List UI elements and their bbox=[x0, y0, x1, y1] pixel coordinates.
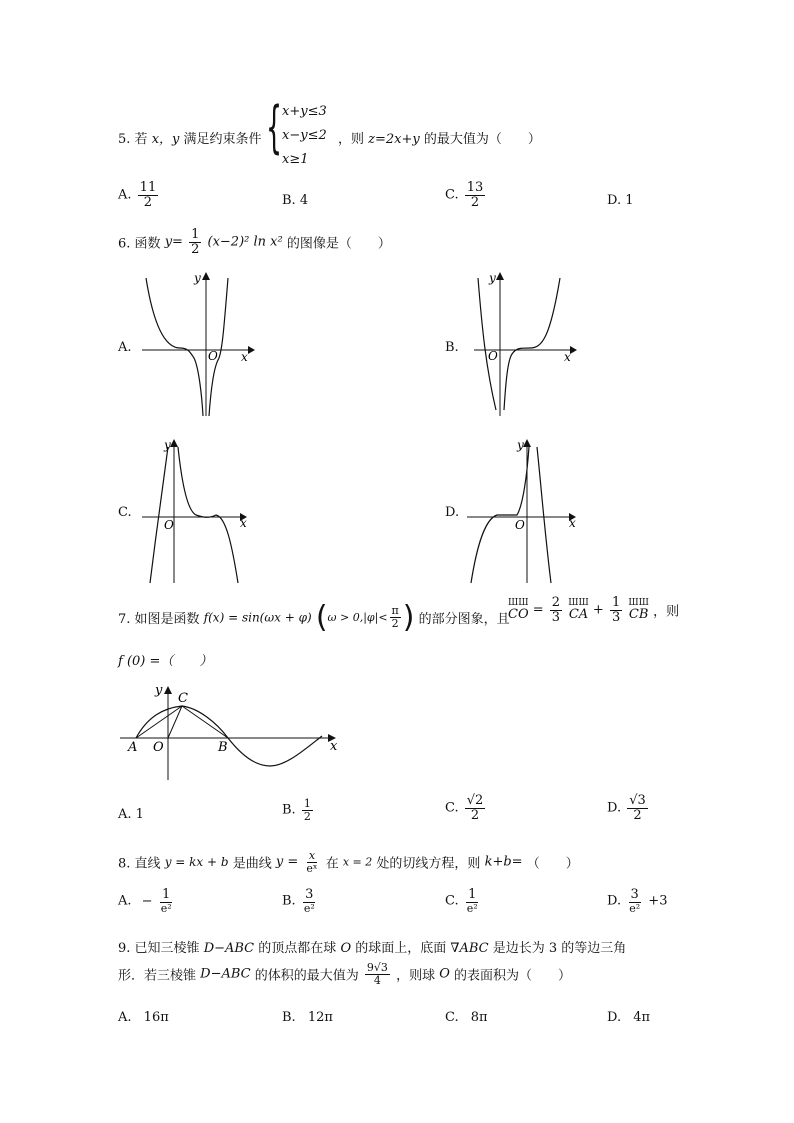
q8-stem-pre: 8. 直线 bbox=[118, 856, 161, 872]
q6-option-c[interactable]: C. bbox=[118, 505, 132, 520]
q6-b-curve-left bbox=[478, 278, 496, 410]
q9-option-d-val: 4π bbox=[633, 1010, 651, 1025]
q6-d-y-label: y bbox=[517, 438, 524, 452]
q6-d-y-arrow bbox=[523, 439, 531, 447]
q7-segment-cb bbox=[182, 706, 228, 738]
q7-paren-open: ( bbox=[315, 600, 328, 635]
q7-option-b-frac bbox=[302, 798, 313, 822]
q9-line2-end: 的表面积为（ ） bbox=[454, 968, 572, 984]
q7-line2: f (0) =（ ） bbox=[118, 654, 213, 669]
q8-b-num: 3 bbox=[305, 887, 314, 902]
q8-stem-mid3: 处的切线方程，则 bbox=[376, 856, 481, 872]
q8-option-d[interactable] bbox=[607, 888, 667, 914]
q5-a-den: 2 bbox=[143, 194, 153, 210]
q9-option-c-label: C. bbox=[445, 1010, 459, 1025]
q7-vector-equation bbox=[508, 596, 679, 624]
q7-vec-co-wrap bbox=[508, 599, 529, 621]
q9-option-c-val: 8π bbox=[470, 1010, 488, 1025]
q9-line2-mid2: ，则球 bbox=[396, 968, 436, 984]
q9-option-b-val: 12π bbox=[307, 1010, 333, 1025]
q8-point: x = 2 bbox=[342, 855, 373, 869]
q7-option-a[interactable]: A. 1 bbox=[118, 807, 144, 822]
q7-option-b[interactable] bbox=[282, 798, 315, 822]
q8-curve-num: x bbox=[308, 849, 316, 862]
q7-stem bbox=[118, 600, 510, 635]
q9-line1-end: 是边长为 3 的等边三角 bbox=[492, 941, 627, 956]
q7-b-num: 1 bbox=[303, 797, 311, 810]
q9-vol-frac bbox=[365, 962, 390, 986]
q8-stem-mid2: 在 bbox=[325, 856, 339, 872]
q9-option-a-label: A. bbox=[118, 1010, 132, 1025]
q6-b-curve-right bbox=[504, 278, 560, 410]
q8-a-num: 1 bbox=[162, 887, 171, 902]
q6-a-curve-right bbox=[209, 278, 228, 416]
q6-d-curve-left bbox=[471, 447, 529, 583]
q5-a-num: 11 bbox=[139, 180, 157, 195]
q8-option-b[interactable] bbox=[282, 888, 319, 914]
q7-b-den: 2 bbox=[303, 809, 311, 823]
q8-option-c-frac bbox=[465, 888, 480, 914]
q8-option-a-label: A. bbox=[118, 893, 132, 909]
q7-stem-end: ，则 bbox=[653, 604, 680, 620]
q5-constraint-3: x≥1 bbox=[282, 152, 309, 167]
q6-func-num: 1 bbox=[191, 227, 200, 242]
q8-line: y = kx + b bbox=[164, 855, 229, 870]
q7-option-d-label: D. bbox=[607, 800, 622, 816]
q5-option-a-label: A. bbox=[118, 187, 132, 203]
q7-stem-pre: 7. 如图是函数 bbox=[118, 612, 200, 627]
q5-option-a[interactable] bbox=[118, 181, 160, 209]
q7-label-c: C bbox=[178, 691, 188, 706]
q8-option-d-frac bbox=[627, 888, 642, 914]
q6-stem-post: 的图像是（ ） bbox=[286, 236, 391, 252]
q7-vec-ca-arrow: ШШ bbox=[568, 598, 589, 609]
q7-label-x: x bbox=[330, 739, 338, 754]
q7-k2-frac bbox=[610, 596, 622, 624]
q8-d-den: e² bbox=[629, 901, 641, 915]
q7-k1-num: 2 bbox=[551, 595, 561, 610]
q7-plus: + bbox=[592, 602, 604, 618]
q5-option-b[interactable]: B. 4 bbox=[282, 193, 309, 208]
q5-option-c-frac bbox=[465, 181, 486, 209]
q9-line1-mid: 的顶点都在球 bbox=[258, 941, 337, 956]
q9-tet2: D−ABC bbox=[200, 966, 251, 982]
q8-option-b-label: B. bbox=[282, 893, 296, 909]
q7-k2-num: 1 bbox=[611, 595, 621, 610]
q9-vol-num: 9√3 bbox=[366, 961, 388, 974]
q7-vec-ca-wrap bbox=[568, 599, 589, 621]
q8-stem-mid1: 是曲线 bbox=[232, 856, 272, 872]
q7-paren-close: ) bbox=[402, 600, 415, 635]
q9-option-b[interactable] bbox=[282, 1010, 333, 1025]
q6-func-den: 2 bbox=[191, 241, 200, 257]
q6-c-x-label: x bbox=[240, 516, 247, 530]
q5-stem-pre: 5. 若 bbox=[118, 132, 148, 147]
q6-func-lhs: y= bbox=[164, 234, 183, 250]
q8-a-den: e² bbox=[160, 901, 172, 915]
q5-stem-mid: 满足约束条件 bbox=[183, 132, 262, 147]
q6-c-origin: O bbox=[164, 518, 174, 532]
q7-option-c-frac bbox=[465, 794, 486, 822]
q7-option-d-frac bbox=[627, 794, 648, 822]
q6-graph-a bbox=[140, 268, 260, 418]
q7-func: f(x) = sin(ωx + φ) bbox=[203, 610, 312, 625]
q8-option-d-tail: +3 bbox=[648, 893, 668, 909]
q6-c-curve-right bbox=[178, 447, 238, 583]
q7-vec-co-arrow: ШШ bbox=[508, 598, 529, 609]
q7-vec-cb-wrap bbox=[628, 599, 649, 621]
q6-stem bbox=[118, 228, 391, 256]
q6-c-curve-left bbox=[150, 447, 168, 583]
q7-sine-curve bbox=[136, 706, 322, 766]
q5-constraint-1: x+y≤3 bbox=[282, 104, 327, 119]
q7-label-o: O bbox=[153, 740, 164, 755]
q8-curve-lhs: y = bbox=[275, 854, 299, 870]
q7-d-num: √3 bbox=[629, 793, 646, 808]
q6-c-y-arrow bbox=[170, 439, 178, 447]
q7-graph bbox=[118, 680, 348, 785]
q9-vol-den: 4 bbox=[373, 973, 381, 987]
q5-vars: x，y bbox=[151, 132, 180, 147]
q5-stem-tail bbox=[338, 128, 541, 147]
q7-option-d[interactable] bbox=[607, 794, 650, 822]
q9-line2-mid: 的体积的最大值为 bbox=[254, 968, 359, 984]
q9-ball1: O bbox=[340, 941, 352, 956]
q7-c-den: 2 bbox=[470, 807, 480, 823]
q5-option-c[interactable] bbox=[445, 181, 487, 209]
q6-c-y-label: y bbox=[164, 438, 171, 452]
q6-option-d[interactable]: D. bbox=[445, 505, 460, 520]
q8-curve-frac bbox=[304, 850, 319, 874]
q6-graph-d bbox=[465, 435, 585, 585]
q9-line1 bbox=[118, 937, 626, 956]
q5-c-den: 2 bbox=[470, 194, 480, 210]
q5-stem-post2: 的最大值为（ ） bbox=[423, 132, 541, 147]
q5-option-d[interactable]: D. 1 bbox=[607, 193, 634, 208]
q9-line2-pre: 形．若三棱锥 bbox=[118, 968, 197, 984]
q6-func-rest: (x−2)² ln x² bbox=[207, 234, 283, 250]
q5-stem bbox=[118, 128, 262, 147]
q9-ball2: O bbox=[439, 966, 450, 982]
q9-option-b-label: B. bbox=[282, 1010, 296, 1025]
q7-option-c[interactable] bbox=[445, 794, 487, 822]
q7-vec-co: CO bbox=[508, 607, 529, 623]
q6-a-y-arrow bbox=[202, 272, 210, 280]
q8-ask: k+b= bbox=[484, 854, 523, 870]
q8-option-c-label: C. bbox=[445, 893, 459, 909]
q8-option-d-label: D. bbox=[607, 893, 622, 909]
q8-c-num: 1 bbox=[468, 887, 477, 902]
q6-option-b[interactable]: B. bbox=[445, 340, 459, 355]
q9-option-a-val: 16π bbox=[143, 1010, 169, 1025]
q7-k1-den: 3 bbox=[551, 609, 561, 625]
q8-stem-end: （ ） bbox=[526, 856, 579, 872]
q6-a-x-label: x bbox=[241, 350, 248, 364]
q9-option-c[interactable] bbox=[445, 1010, 488, 1025]
q6-graph-b bbox=[472, 268, 592, 418]
q8-option-c[interactable] bbox=[445, 888, 482, 914]
q5-brace: { bbox=[266, 95, 283, 160]
q7-cond: ω > 0,|φ|< bbox=[327, 611, 388, 624]
q6-b-y-label: y bbox=[489, 271, 496, 285]
q6-a-x-arrow bbox=[248, 346, 255, 354]
q7-cond-den: 2 bbox=[391, 617, 399, 630]
q5-option-a-frac bbox=[138, 181, 159, 209]
q7-stem-mid: 的部分图象，且 bbox=[418, 612, 510, 627]
q7-eq: = bbox=[532, 602, 544, 618]
q9-tri: ∇ABC bbox=[450, 941, 489, 956]
q6-option-a[interactable]: A. bbox=[118, 340, 132, 355]
q9-tet1: D−ABC bbox=[203, 941, 255, 956]
q7-vec-ca: CA bbox=[568, 607, 589, 623]
q6-b-x-label: x bbox=[564, 350, 571, 364]
q8-option-a-frac bbox=[159, 888, 174, 914]
q6-d-origin: O bbox=[515, 518, 525, 532]
q6-d-x-label: x bbox=[569, 516, 576, 530]
q5-stem-post1: ，则 bbox=[338, 132, 365, 147]
q6-b-x-arrow bbox=[570, 346, 577, 354]
q7-k1-frac bbox=[550, 596, 562, 624]
q9-option-d-label: D. bbox=[607, 1010, 622, 1025]
q6-d-curve-right bbox=[537, 447, 551, 583]
q6-func-frac bbox=[189, 228, 201, 256]
q7-d-den: 2 bbox=[633, 807, 642, 823]
q8-option-a[interactable] bbox=[118, 888, 176, 914]
q7-k2-den: 3 bbox=[611, 609, 621, 625]
q8-option-b-frac bbox=[302, 888, 317, 914]
q9-option-d[interactable] bbox=[607, 1010, 650, 1025]
q6-b-y-arrow bbox=[496, 272, 504, 280]
q7-c-num: √2 bbox=[466, 793, 484, 808]
q6-a-y-label: y bbox=[194, 271, 201, 285]
q8-option-a-sign: − bbox=[141, 893, 153, 909]
q6-a-origin: O bbox=[208, 349, 218, 363]
q7-label-a: A bbox=[128, 740, 138, 755]
q7-vec-cb-arrow: ШШ bbox=[628, 598, 649, 609]
q7-cond-num: π bbox=[391, 604, 399, 618]
q7-cond-frac bbox=[390, 605, 401, 629]
q7-option-b-label: B. bbox=[282, 802, 296, 818]
q9-line2 bbox=[118, 962, 571, 986]
q5-constraint-2: x−y≤2 bbox=[282, 128, 327, 143]
q8-d-num: 3 bbox=[630, 887, 639, 902]
q5-option-c-label: C. bbox=[445, 187, 459, 203]
q5-objective: z=2x+y bbox=[368, 132, 420, 147]
q7-vec-cb: CB bbox=[628, 607, 649, 623]
q9-option-a[interactable] bbox=[118, 1010, 169, 1025]
q6-stem-pre: 6. 函数 bbox=[118, 236, 161, 252]
q7-y-arrow bbox=[164, 686, 172, 694]
q7-label-y: y bbox=[155, 683, 163, 698]
q9-line1-pre: 9. 已知三棱锥 bbox=[118, 941, 200, 956]
q8-c-den: e² bbox=[466, 901, 478, 915]
q6-b-origin: O bbox=[488, 349, 498, 363]
q7-option-c-label: C. bbox=[445, 800, 459, 816]
q6-a-curve-left bbox=[146, 278, 203, 416]
q8-stem bbox=[118, 850, 579, 874]
q5-c-num: 13 bbox=[466, 180, 484, 195]
q9-line1-mid2: 的球面上，底面 bbox=[355, 941, 447, 956]
q6-graph-c bbox=[140, 435, 260, 585]
q8-b-den: e² bbox=[303, 901, 315, 915]
q8-curve-den: eˣ bbox=[306, 861, 318, 875]
q7-label-b: B bbox=[218, 740, 228, 755]
